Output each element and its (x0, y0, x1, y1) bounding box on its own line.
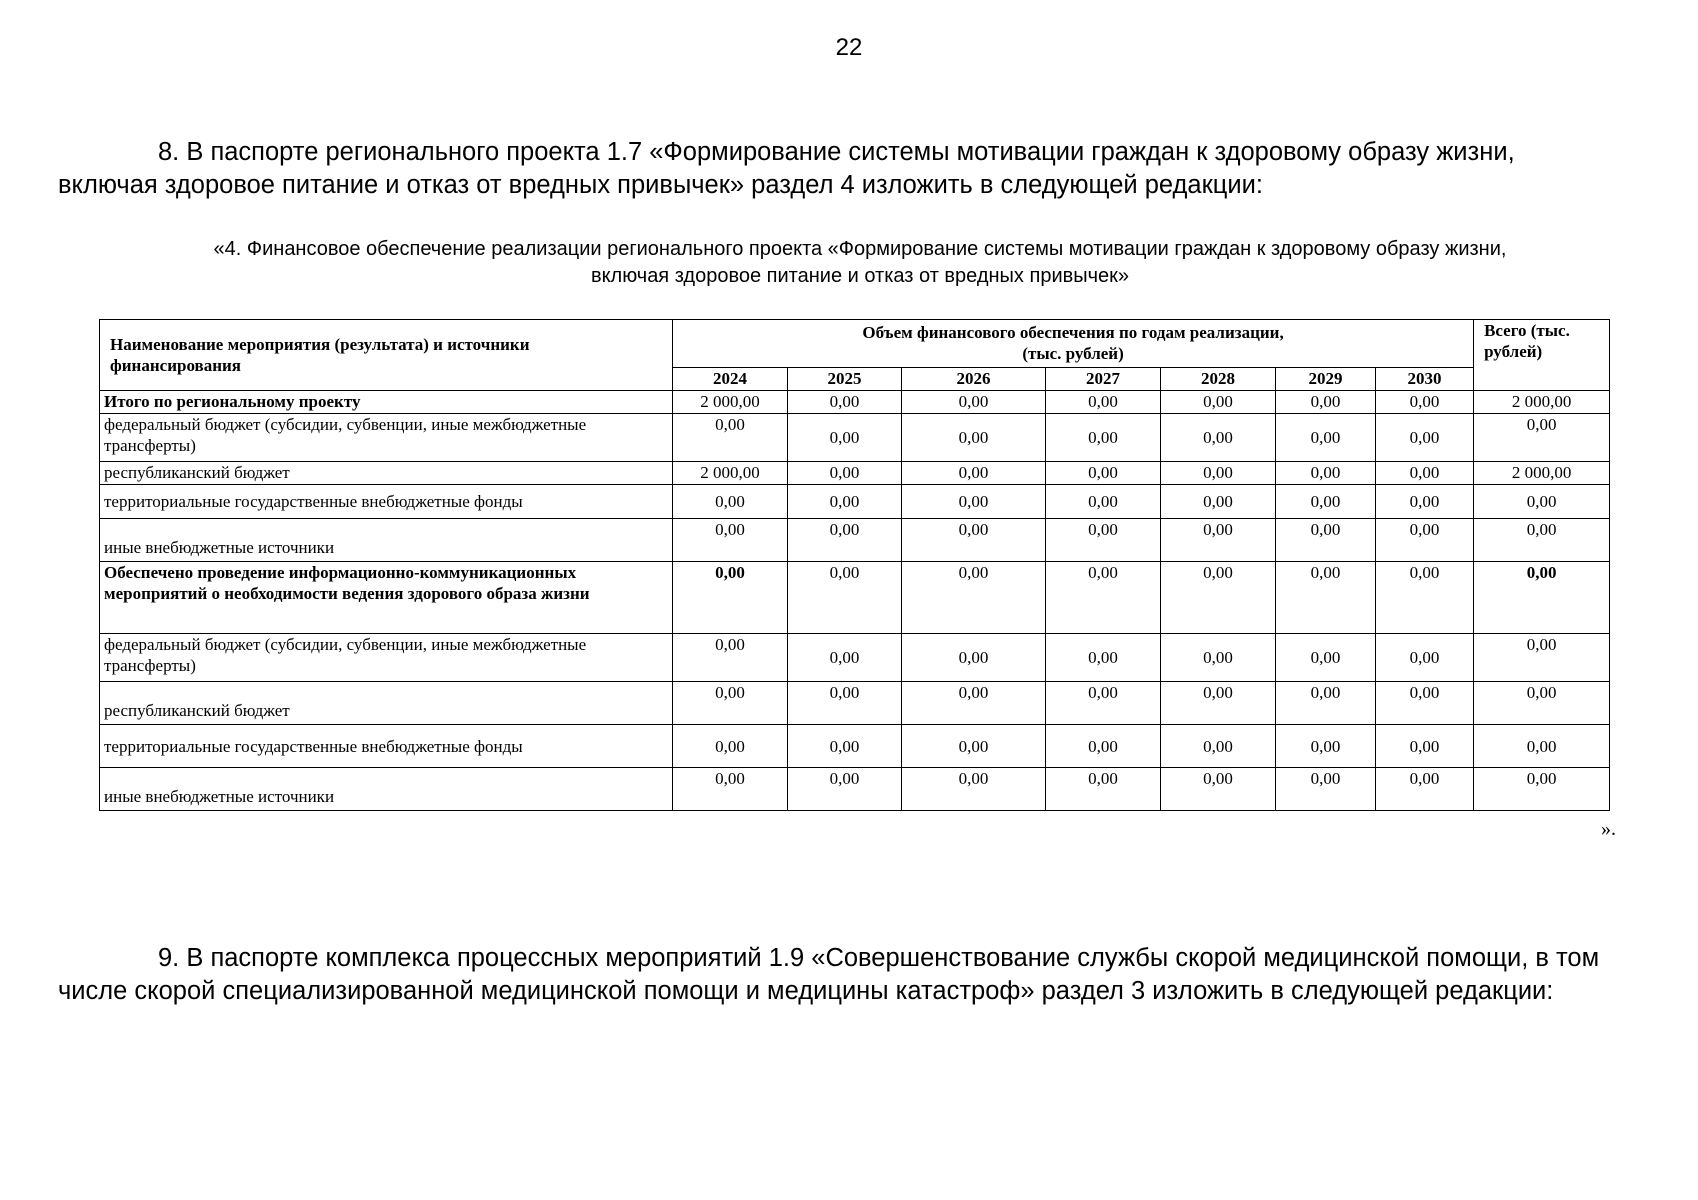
cell-value: 0,00 (1046, 414, 1161, 462)
cell-value: 0,00 (1376, 485, 1474, 519)
cell-value: 0,00 (788, 414, 902, 462)
cell-total: 2 000,00 (1474, 391, 1610, 414)
cell-value: 0,00 (1046, 634, 1161, 682)
table-row (100, 562, 1610, 634)
cell-value: 0,00 (1161, 485, 1276, 519)
cell-value: 0,00 (1276, 562, 1376, 634)
cell-total: 0,00 (1474, 519, 1610, 562)
cell-value: 2 000,00 (673, 391, 788, 414)
section-title-line-2: включая здоровое питание и отказ от вредных привычек» (590, 265, 1130, 287)
cell-total: 0,00 (1474, 414, 1610, 462)
cell-total: 0,00 (1474, 485, 1610, 519)
cell-value: 0,00 (1276, 725, 1376, 768)
cell-value: 0,00 (1376, 768, 1474, 811)
paragraph-9 (58, 942, 1658, 1008)
header-year: 2030 (1376, 368, 1474, 391)
cell-value: 0,00 (1276, 414, 1376, 462)
header-volume (673, 320, 1474, 368)
table-row (100, 485, 1610, 519)
header-year: 2029 (1276, 368, 1376, 391)
paragraph-9-line-2: числе скорой специализированной медицинской помощи и медицины катастроф» раздел 3 изложить в следующей редакции: (58, 977, 1554, 1005)
cell-value: 0,00 (1276, 768, 1376, 811)
cell-value: 0,00 (1376, 634, 1474, 682)
page-number: 22 (835, 34, 863, 61)
header-year: 2026 (902, 368, 1046, 391)
header-volume-line-2: (тыс. рублей) (1022, 344, 1124, 363)
cell-value: 0,00 (673, 414, 788, 462)
cell-value: 0,00 (788, 725, 902, 768)
cell-value: 0,00 (1161, 725, 1276, 768)
cell-value: 0,00 (788, 768, 902, 811)
cell-value: 0,00 (1046, 768, 1161, 811)
cell-value: 0,00 (1276, 519, 1376, 562)
cell-total: 0,00 (1474, 725, 1610, 768)
table-row (100, 634, 1610, 682)
cell-value: 0,00 (1276, 682, 1376, 725)
row-name: Обеспечено проведение информационно-коммуникационных мероприятий о необходимости ведения здорового образа жизни (100, 562, 673, 634)
row-name: Итого по региональному проекту (100, 391, 673, 414)
paragraph-8 (58, 136, 1658, 202)
cell-value: 0,00 (673, 634, 788, 682)
section-title-line-1: «4. Финансовое обеспечение реализации регионального проекта «Формирование системы мотивации граждан к здоровому образу жизни, (213, 238, 1507, 260)
cell-value: 0,00 (902, 634, 1046, 682)
cell-value: 0,00 (902, 519, 1046, 562)
table-row (100, 519, 1610, 562)
cell-value: 0,00 (1161, 634, 1276, 682)
header-year: 2028 (1161, 368, 1276, 391)
cell-value: 0,00 (902, 391, 1046, 414)
row-name: территориальные государственные внебюджетные фонды (100, 725, 673, 768)
header-year: 2027 (1046, 368, 1161, 391)
cell-value: 0,00 (1046, 725, 1161, 768)
cell-value: 0,00 (673, 485, 788, 519)
cell-value: 0,00 (788, 519, 902, 562)
cell-value: 0,00 (902, 682, 1046, 725)
cell-value: 0,00 (673, 768, 788, 811)
cell-value: 0,00 (1161, 768, 1276, 811)
cell-value: 0,00 (902, 414, 1046, 462)
cell-value: 0,00 (1376, 391, 1474, 414)
cell-value: 0,00 (1276, 634, 1376, 682)
cell-total: 2 000,00 (1474, 462, 1610, 485)
cell-value: 0,00 (673, 725, 788, 768)
cell-value: 0,00 (902, 562, 1046, 634)
cell-value: 0,00 (902, 725, 1046, 768)
cell-total: 0,00 (1474, 768, 1610, 811)
cell-value: 2 000,00 (673, 462, 788, 485)
cell-value: 0,00 (1161, 391, 1276, 414)
cell-value: 0,00 (1376, 414, 1474, 462)
cell-value: 0,00 (1276, 462, 1376, 485)
paragraph-8-line-1: 8. В паспорте регионального проекта 1.7 «Формирование системы мотивации граждан к здоровому образу жизни, (158, 138, 1515, 166)
cell-value: 0,00 (1161, 562, 1276, 634)
cell-value: 0,00 (1276, 391, 1376, 414)
cell-value: 0,00 (1161, 462, 1276, 485)
cell-value: 0,00 (788, 634, 902, 682)
cell-value: 0,00 (902, 768, 1046, 811)
row-name: федеральный бюджет (субсидии, субвенции, иные межбюджетные трансферты) (100, 414, 673, 462)
table-row (100, 414, 1610, 462)
cell-value: 0,00 (1046, 562, 1161, 634)
cell-value: 0,00 (1161, 414, 1276, 462)
header-volume-line-1: Объем финансового обеспечения по годам реализации, (862, 323, 1284, 342)
cell-value: 0,00 (1376, 725, 1474, 768)
table-row (100, 682, 1610, 725)
cell-value: 0,00 (1046, 485, 1161, 519)
cell-value: 0,00 (1276, 485, 1376, 519)
closing-quote-mark: ». (1601, 818, 1616, 840)
row-name: иные внебюджетные источники (100, 768, 673, 811)
cell-value: 0,00 (788, 562, 902, 634)
row-name: иные внебюджетные источники (100, 519, 673, 562)
cell-value: 0,00 (673, 519, 788, 562)
table-row (100, 391, 1610, 414)
cell-value: 0,00 (1376, 682, 1474, 725)
table-row (100, 462, 1610, 485)
header-year: 2024 (673, 368, 788, 391)
cell-value: 0,00 (902, 485, 1046, 519)
cell-total: 0,00 (1474, 562, 1610, 634)
row-name: республиканский бюджет (100, 682, 673, 725)
cell-value: 0,00 (673, 562, 788, 634)
cell-value: 0,00 (788, 682, 902, 725)
section-title (100, 236, 1620, 290)
row-name: республиканский бюджет (100, 462, 673, 485)
cell-value: 0,00 (902, 462, 1046, 485)
cell-value: 0,00 (1046, 519, 1161, 562)
cell-total: 0,00 (1474, 682, 1610, 725)
cell-value: 0,00 (1376, 519, 1474, 562)
paragraph-8-line-2: включая здоровое питание и отказ от вредных привычек» раздел 4 изложить в следующей редакции: (58, 171, 1263, 199)
header-year: 2025 (788, 368, 902, 391)
cell-value: 0,00 (1376, 562, 1474, 634)
header-name: Наименование мероприятия (результата) и источники финансирования (100, 320, 673, 391)
paragraph-9-line-1: 9. В паспорте комплекса процессных мероприятий 1.9 «Совершенствование службы скорой медицинской помощи, в том (158, 944, 1600, 972)
cell-value: 0,00 (788, 391, 902, 414)
financing-table (99, 319, 1610, 811)
cell-value: 0,00 (1161, 519, 1276, 562)
cell-value: 0,00 (788, 485, 902, 519)
cell-value: 0,00 (1046, 391, 1161, 414)
row-name: территориальные государственные внебюджетные фонды (100, 485, 673, 519)
cell-total: 0,00 (1474, 634, 1610, 682)
cell-value: 0,00 (1161, 682, 1276, 725)
row-name: федеральный бюджет (субсидии, субвенции, иные межбюджетные трансферты) (100, 634, 673, 682)
cell-value: 0,00 (1046, 682, 1161, 725)
cell-value: 0,00 (673, 682, 788, 725)
table-row (100, 768, 1610, 811)
cell-value: 0,00 (1046, 462, 1161, 485)
cell-value: 0,00 (788, 462, 902, 485)
cell-value: 0,00 (1376, 462, 1474, 485)
header-total: Всего (тыс. рублей) (1474, 320, 1610, 391)
table-row (100, 725, 1610, 768)
